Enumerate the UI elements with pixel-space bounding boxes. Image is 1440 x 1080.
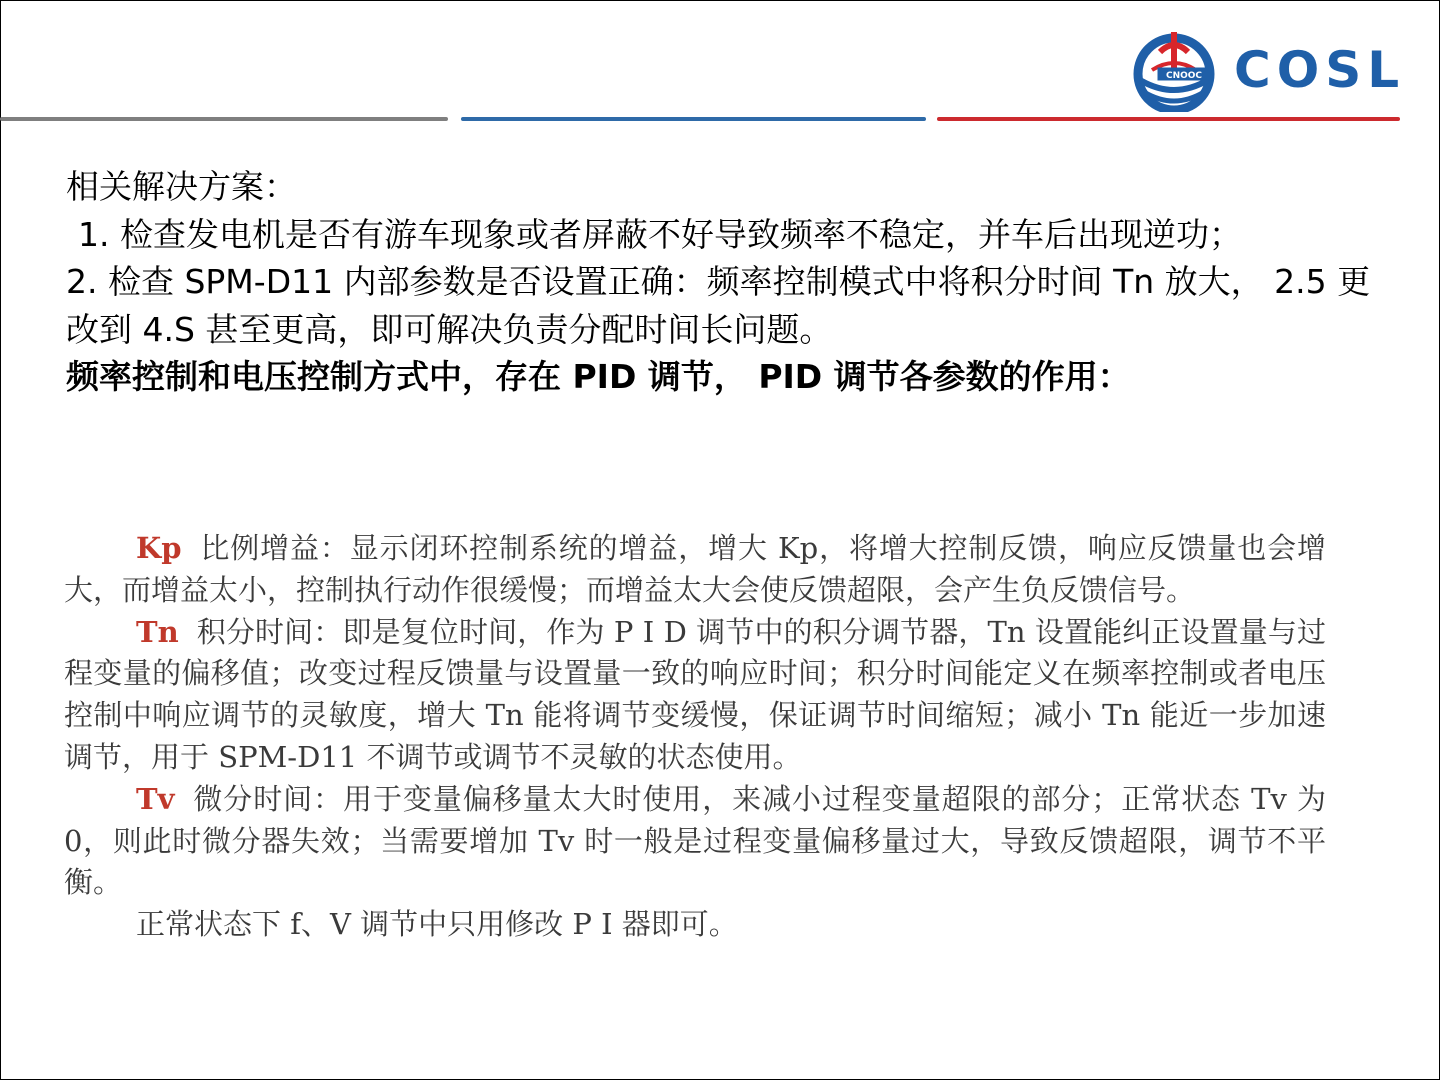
- emblem-text: CNOOC: [1165, 71, 1203, 81]
- kp-term: Kp: [136, 531, 182, 565]
- solution-item-1: 1. 检查发电机是否有游车现象或者屏蔽不好导致频率不稳定，并车后出现逆功；: [78, 214, 1242, 254]
- tv-term: Tv: [136, 781, 175, 816]
- header-rule-grey: [0, 117, 448, 121]
- kp-paragraph: [64, 528, 1326, 612]
- kp-description: 比例增益：显示闭环控制系统的增益，增大 Kp，将增大控制反馈，响应反馈量也会增大，而增益太小，控制执行动作很缓慢；而增益太大会使反馈超限，会产生负反馈信号。: [64, 531, 1326, 607]
- pid-intro-line: 频率控制和电压控制方式中，存在 PID 调节， PID 调节各参数的作用：: [66, 357, 1131, 396]
- cosl-logo: [1130, 30, 1410, 112]
- tn-description: 积分时间：即是复位时间，作为 P I D 调节中的积分调节器，Tn 设置能纠正设置量与过程变量的偏移值；改变过程反馈量与设置量一致的响应时间；积分时间能定义在频率控制或者电压控制中响应调节的灵敏度，增大 Tn 能将调节变缓慢，保证调节时间缩短；减小 Tn 能近一步加速调节，用于 SPM-D11 不调节或调节不灵敏的状态使用。: [64, 614, 1326, 774]
- header-rule-blue: [461, 117, 926, 121]
- tn-paragraph: [64, 612, 1326, 779]
- solution-text: [66, 163, 1376, 401]
- tv-description: 微分时间：用于变量偏移量太大时使用，来减小过程变量超限的部分；正常状态 Tv 为 0，则此时微分器失效；当需要增加 Tv 时一般是过程变量偏移量过大，导致反馈超限，调节不平衡。: [64, 781, 1326, 900]
- tn-term: Tn: [136, 614, 179, 649]
- normal-state-paragraph: 正常状态下 f、V 调节中只用修改 P I 器即可。: [136, 907, 738, 942]
- solution-item-2: 2. 检查 SPM-D11 内部参数是否设置正确：频率控制模式中将积分时间 Tn 放大， 2.5 更改到 4.S 甚至更高，即可解决负责分配时间长问题。: [66, 262, 1371, 349]
- logo-wordmark: COSL: [1234, 41, 1406, 99]
- cnooc-emblem-icon: [1130, 30, 1230, 112]
- header-rule-red: [937, 117, 1400, 121]
- pid-parameters-excerpt: [64, 528, 1326, 946]
- tv-paragraph: [64, 779, 1326, 904]
- solution-heading: 相关解决方案：: [66, 167, 297, 206]
